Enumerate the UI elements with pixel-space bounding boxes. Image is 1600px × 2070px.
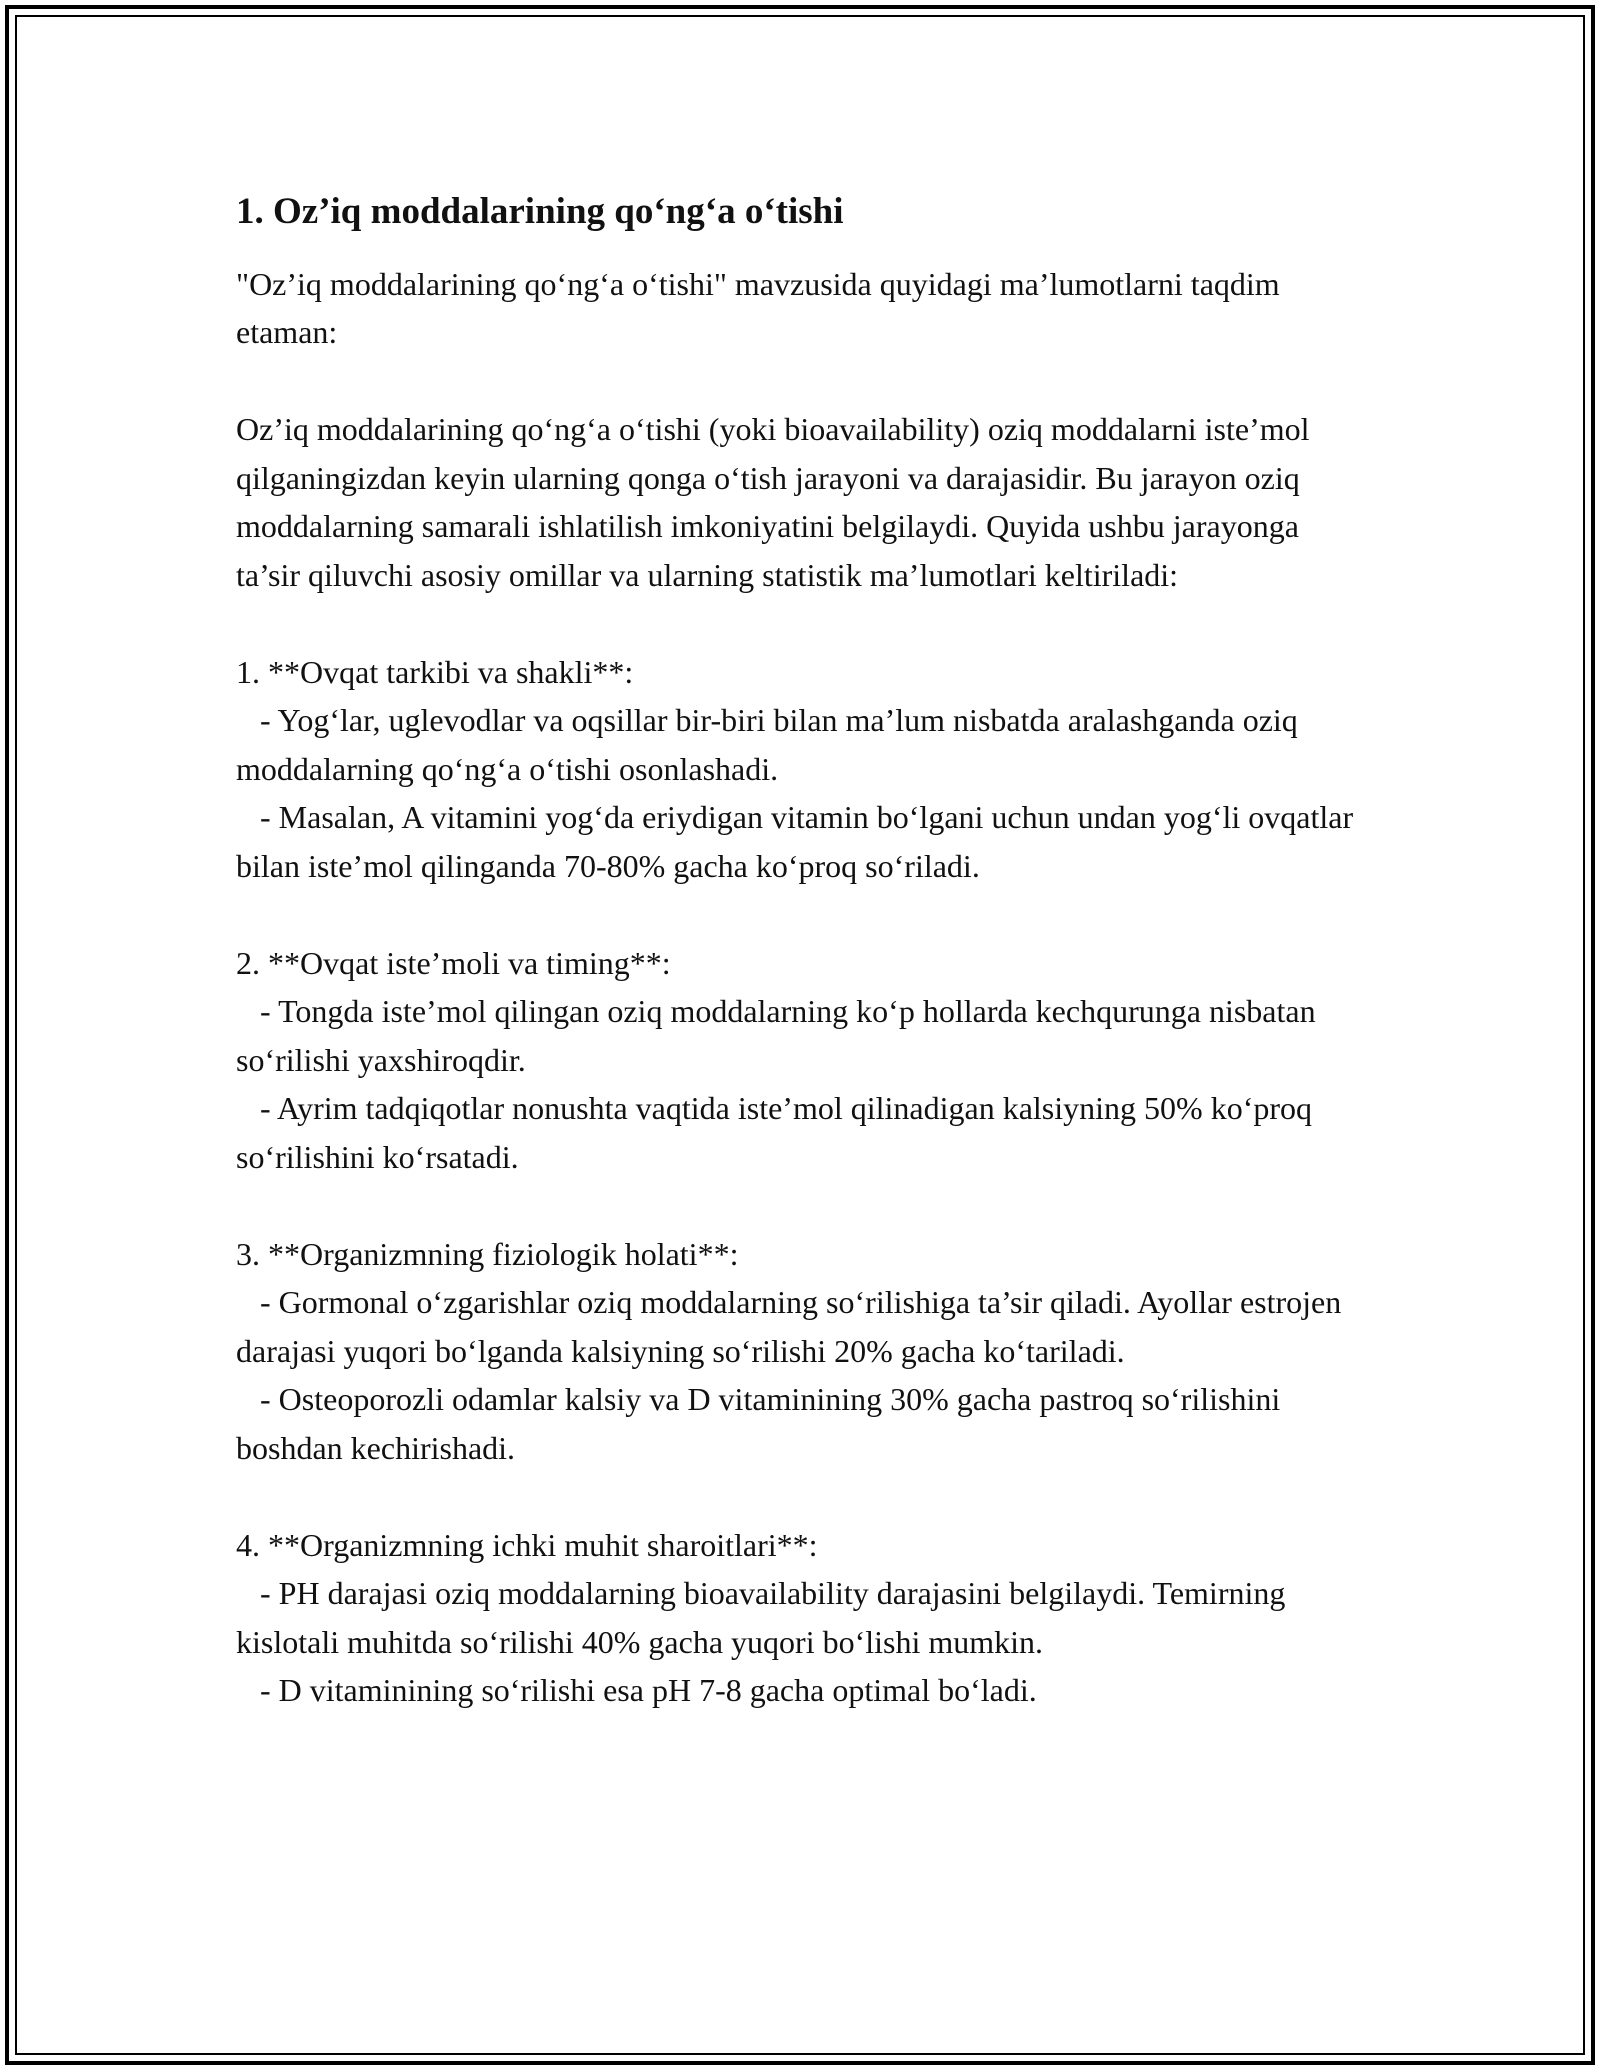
section-bullet: - Osteoporozli odamlar kalsiy va D vitaminining 30% gacha pastroq so‘rilishini boshdan kechirishadi.	[236, 1381, 1289, 1466]
section-bullet: - Ayrim tadqiqotlar nonushta vaqtida iste’mol qilinadigan kalsiyning 50% ko‘proq so‘rilishini ko‘rsatadi.	[236, 1090, 1320, 1175]
section-bullet: - Tongda iste’mol qilingan oziq moddalarning ko‘p hollarda kechqurunga nisbatan so‘rilishi yaxshiroqdir.	[236, 993, 1324, 1078]
section-heading: 2. **Ovqat iste’moli va timing**:	[236, 944, 671, 981]
spacer	[236, 599, 1366, 648]
section-bullet: - Yog‘lar, uglevodlar va oqsillar bir-biri bilan ma’lum nisbatda aralashganda oziq moddalarning qo‘ng‘a o‘tishi osonlashadi.	[236, 702, 1306, 787]
document-body	[236, 186, 1366, 1715]
section-heading: 4. **Organizmning ichki muhit sharoitlari**:	[236, 1526, 818, 1563]
spacer	[236, 1181, 1366, 1230]
spacer	[236, 1472, 1366, 1521]
spacer	[236, 890, 1366, 939]
main-paragraph: Oz’iq moddalarining qo‘ng‘a o‘tishi (yoki bioavailability) oziq moddalarni iste’mol qilganingizdan keyin ularning qonga o‘tish jarayoni va darajasidir. Bu jarayon oziq moddalarning samarali ishlatilish imkoniyatini belgilaydi. Quyida ushbu jarayonga ta’sir qiluvchi asosiy omillar va ularning statistik ma’lumotlari keltiriladi:	[236, 411, 1318, 593]
section-bullet: - Masalan, A vitamini yog‘da eriydigan vitamin bo‘lgani uchun undan yog‘li ovqatlar bilan iste’mol qilinganda 70-80% gacha ko‘proq so‘riladi.	[236, 799, 1362, 884]
section-bullet: - D vitaminining so‘rilishi esa pH 7-8 gacha optimal bo‘ladi.	[236, 1672, 1037, 1709]
spacer	[236, 357, 1366, 406]
section-bullet: - PH darajasi oziq moddalarning bioavailability darajasini belgilaydi. Temirning kislotali muhitda so‘rilishi 40% gacha yuqori bo‘lishi mumkin.	[236, 1575, 1294, 1660]
intro-paragraph: "Oz’iq moddalarining qo‘ng‘a o‘tishi" mavzusida quyidagi ma’lumotlarni taqdim etaman:	[236, 265, 1288, 351]
page-title: 1. Oz’iq moddalarining qo‘ng‘a o‘tishi	[236, 191, 844, 232]
section-heading: 1. **Ovqat tarkibi va shakli**:	[236, 653, 634, 690]
section-bullet: - Gormonal o‘zgarishlar oziq moddalarning so‘rilishiga ta’sir qiladi. Ayollar estrojen darajasi yuqori bo‘lganda kalsiyning so‘rilishi 20% gacha ko‘tariladi.	[236, 1284, 1350, 1369]
section-heading: 3. **Organizmning fiziologik holati**:	[236, 1235, 739, 1272]
